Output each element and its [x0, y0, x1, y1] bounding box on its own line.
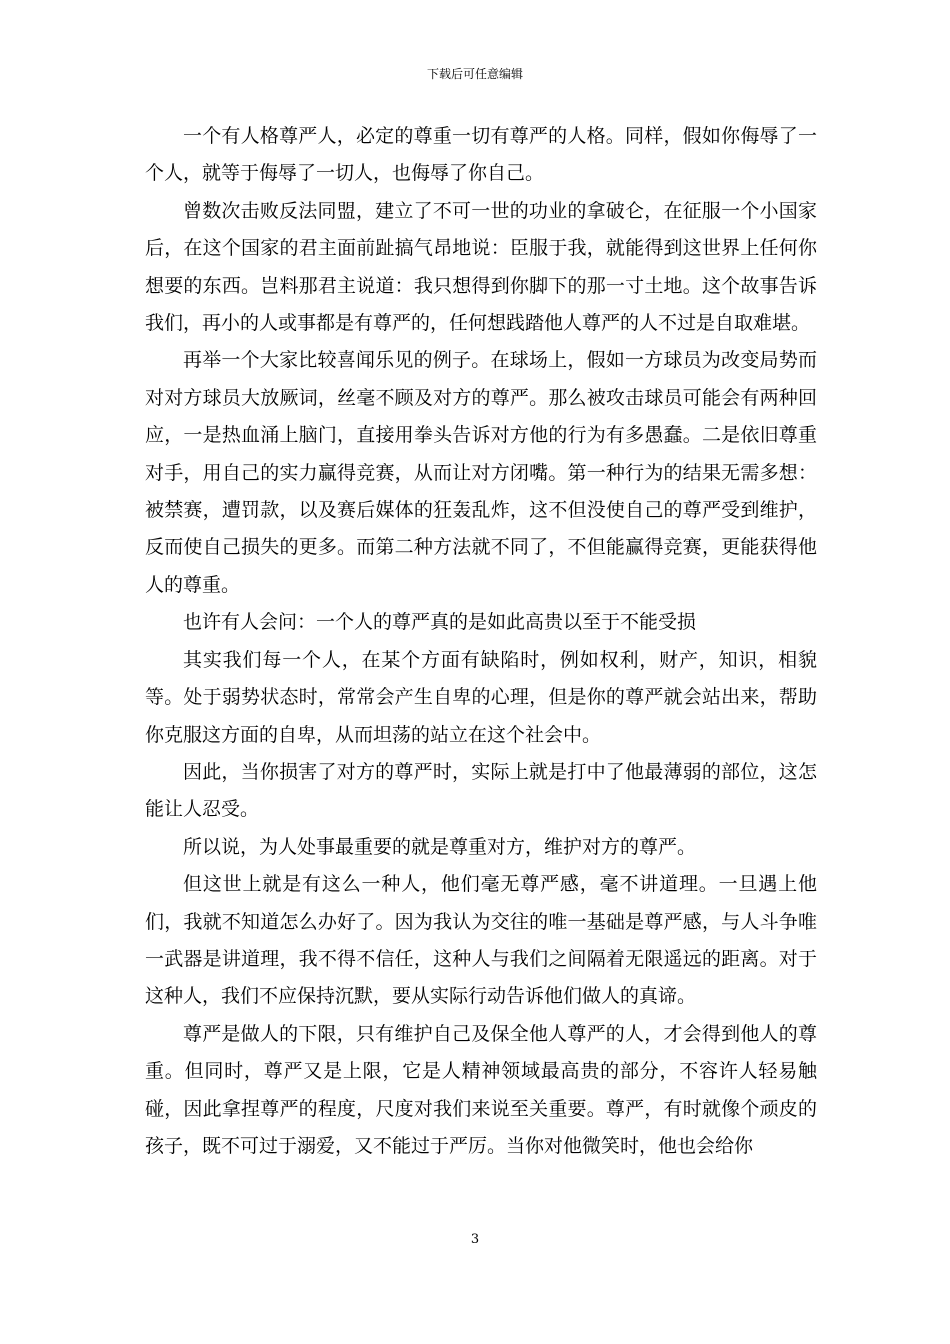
- page-number: 3: [470, 1232, 480, 1247]
- paragraph: 所以说，为人处事最重要的就是尊重对方，维护对方的尊严。: [183, 835, 697, 858]
- paragraph: 尊严是做人的下限，只有维护自己及保全他人尊严的人，才会得到他人的尊重。但同时，尊严又是上限，它是人精神领域最高贵的部分，不容许人轻易触碰，因此拿捏尊严的程度，尺度对我们来说至关重要。尊严，有时就像个顽皮的孩子，既不可过于溺爱，又不能过于严厉。当你对他微笑时，他也会给你: [145, 1022, 817, 1157]
- paragraph: 但这世上就是有这么一种人，他们毫无尊严感，毫不讲道理。一旦遇上他们，我就不知道怎么办好了。因为我认为交往的唯一基础是尊严感，与人斗争唯一武器是讲道理，我不得不信任，这种人与我们之间隔着无限遥远的距离。对于这种人，我们不应保持沉默，要从实际行动告诉他们做人的真谛。: [145, 873, 817, 1008]
- document-body: [145, 118, 817, 1165]
- paragraph: 一个有人格尊严人，必定的尊重一切有尊严的人格。同样，假如你侮辱了一个人，就等于侮辱了一切人，也侮辱了你自己。: [145, 125, 817, 185]
- paragraph: 其实我们每一个人，在某个方面有缺陷时，例如权利，财产，知识，相貌等。处于弱势状态时，常常会产生自卑的心理，但是你的尊严就会站出来，帮助你克服这方面的自卑，从而坦荡的站立在这个社会中。: [145, 648, 817, 746]
- paragraph: 也许有人会问：一个人的尊严真的是如此高贵以至于不能受损: [183, 611, 697, 634]
- paragraph: 因此，当你损害了对方的尊严时，实际上就是打中了他最薄弱的部位，这怎能让人忍受。: [145, 760, 817, 821]
- paragraph: 曾数次击败反法同盟，建立了不可一世的功业的拿破仑，在征服一个小国家后，在这个国家的君主面前趾搞气昂地说：臣服于我，就能得到这世界上任何你想要的东西。岂料那君主说道：我只想得到你脚下的那一寸土地。这个故事告诉我们，再小的人或事都是有尊严的，任何想践踏他人尊严的人不过是自取难堪。: [145, 199, 817, 335]
- page-header: 下载后可任意编辑: [426, 67, 523, 81]
- paragraph: 再举一个大家比较喜闻乐见的例子。在球场上，假如一方球员为改变局势而对对方球员大放厥词，丝毫不顾及对方的尊严。那么被攻击球员可能会有两种回应，一是热血涌上脑门，直接用拳头告诉对方他的行为有多愚蠢。二是依旧尊重对手，用自己的实力赢得竞赛，从而让对方闭嘴。第一种行为的结果无需多想：被禁赛，遭罚款，以及赛后媒体的狂轰乱炸，这不但没使自己的尊严受到维护，反而使自己损失的更多。而第二种方法就不同了，不但能赢得竞赛，更能获得他人的尊重。: [145, 349, 817, 596]
